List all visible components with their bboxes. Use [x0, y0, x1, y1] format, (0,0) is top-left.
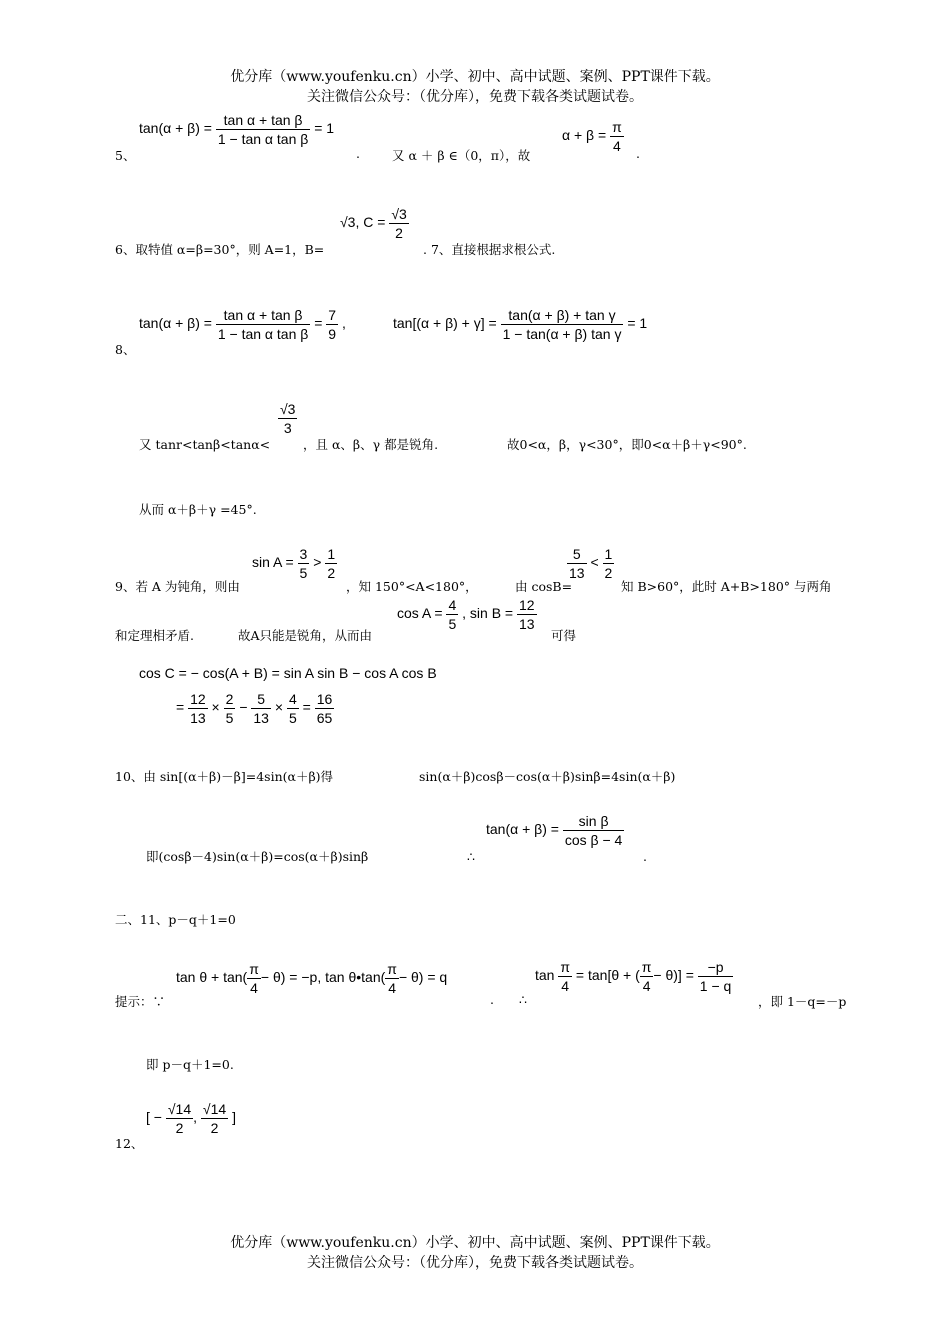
q9-f4-den: 2 — [604, 565, 613, 581]
q8-eq-1: = — [314, 315, 323, 332]
q5-dot: . — [356, 146, 360, 161]
header-line-1: 优分库（www.youfenku.cn）小学、初中、高中试题、案例、PPT课件下载。 — [230, 69, 720, 85]
q9-f6-den: 13 — [518, 616, 535, 632]
q9-g1-den: 13 — [190, 710, 206, 726]
q10-line2: 即(cosβ－4)sin(α＋β)=cos(α＋β)sinβ — [146, 849, 369, 864]
q11-line2: 即 p－q＋1=0. — [146, 1057, 234, 1072]
q9-sin-a: sin A = — [252, 554, 294, 571]
q6-text: 6、取特值 α=β=30°，则 A=1，B= — [115, 242, 325, 257]
q11-e2-num: π — [560, 959, 571, 975]
q8-number: 8、 — [115, 342, 136, 357]
q5-text: 又 α ＋ β ∈（0，π），故 — [392, 148, 531, 163]
q9-f6-num: 12 — [518, 597, 535, 613]
q10-fraction — [563, 812, 624, 849]
q6-b-value: √3, C = — [340, 214, 386, 231]
q11-e2-rden: 1 − q — [699, 978, 732, 994]
q11-e2-den-d: 4 — [640, 976, 654, 995]
q8-line2-b: ，且 α、β、γ 都是锐角. — [303, 437, 439, 452]
q9-f1-num: 3 — [299, 546, 308, 562]
q12-frac-1 — [166, 1100, 193, 1137]
q8-formula-1 — [139, 306, 346, 343]
q11-formula-2 — [535, 958, 733, 995]
q8-den-2: 1 − tan(α + β) tan γ — [502, 326, 622, 342]
q5-lhs: tan(α + β) = — [139, 120, 212, 137]
q11-e1-num: π — [249, 961, 259, 977]
q9-f5-den: 5 — [448, 616, 457, 632]
q9-mid2: 由 cosB= — [515, 579, 573, 594]
q11-result-fraction — [698, 958, 734, 995]
q11-hint: 提示：∵ — [115, 994, 166, 1009]
q9-f4-num: 1 — [604, 546, 613, 562]
q11-therefore: ∴ — [519, 992, 527, 1007]
q9-gt: > — [313, 554, 322, 571]
q8-num-2: tan(α + β) + tan γ — [508, 307, 616, 323]
q8-line2-fraction — [278, 400, 297, 437]
q9-f2-den: 2 — [327, 565, 336, 581]
q5-denominator: 1 − tan α tan β — [217, 131, 309, 147]
q11-e1a: tan θ + tan( — [176, 969, 248, 986]
q10-line1-b: sin(α＋β)cosβ－cos(α＋β)sinβ=4sin(α＋β) — [419, 769, 676, 784]
q8-num-1: tan α + tan β — [223, 307, 303, 323]
q12-right-bracket: ] — [232, 1109, 236, 1126]
q12-n1: √14 — [167, 1101, 192, 1117]
q9-eq-line1: cos C = − cos(A + B) = sin A sin B − cos A cos B — [139, 665, 437, 681]
q9-f2-num: 1 — [327, 546, 336, 562]
q6-c-fraction — [389, 205, 408, 242]
q9-mid1: ，知 150°<A<180°， — [346, 579, 478, 594]
q12-d1: 2 — [166, 1118, 193, 1137]
q9-frac-12-13 — [517, 596, 537, 633]
q9-line2-a: 和定理相矛盾. — [115, 628, 194, 643]
q5-end: . — [636, 146, 640, 161]
q9-sin-a-formula — [252, 545, 337, 582]
q9-frac-4-5 — [446, 596, 458, 633]
q12-number: 12、 — [115, 1136, 144, 1151]
q9-g4 — [287, 690, 299, 727]
q9-g3 — [251, 690, 271, 727]
q9-g3-den: 13 — [253, 710, 269, 726]
q8-line2-den: 3 — [278, 418, 297, 437]
q11-e1b: − θ) = −p, tan θ•tan( — [260, 969, 386, 986]
q11-e2-den: 4 — [558, 976, 572, 995]
q8-fraction-2 — [501, 306, 624, 343]
q9-g2 — [224, 690, 236, 727]
footer-line-2: 关注微信公众号：（优分库），免费下载各类试题试卷。 — [307, 1255, 643, 1271]
q9-f3-den: 13 — [569, 565, 585, 581]
q9-eq-sign: = — [176, 699, 185, 716]
q9-frac-3-5 — [298, 545, 310, 582]
q8-formula-2 — [393, 306, 647, 343]
header-line-2: 关注微信公众号：（优分库），免费下载各类试题试卷。 — [307, 89, 643, 105]
q12-d2: 2 — [201, 1118, 228, 1137]
q9-g2-den: 5 — [225, 710, 234, 726]
q11-tail: ，即 1－q=－p — [758, 994, 847, 1009]
q9-g5-num: 16 — [316, 691, 333, 707]
q5-result — [562, 118, 624, 155]
q8-value-den: 9 — [328, 326, 337, 342]
q6-tail: . 7、直接根据求根公式. — [423, 242, 556, 257]
q11-e2c: − θ)] = — [653, 967, 694, 984]
q9-cos-a: cos A = — [397, 605, 443, 622]
q12-interval — [146, 1100, 236, 1137]
q11-e1-den-b: 4 — [385, 978, 399, 997]
q8-value-num: 7 — [328, 307, 337, 323]
q11-pi-over-4-c — [558, 958, 572, 995]
q9-frac-1-2-b — [603, 545, 615, 582]
q8-rhs-2: = 1 — [627, 315, 648, 332]
q9-f5-num: 4 — [448, 597, 457, 613]
q9-g1-num: 12 — [190, 691, 206, 707]
q11-e2-num-d: π — [641, 959, 652, 975]
q6-c-num: √3 — [391, 206, 407, 222]
q5-numerator: tan α + tan β — [223, 112, 303, 128]
q9-g4-num: 4 — [288, 691, 297, 707]
q9-intro: 9、若 A 为钝角，则由 — [115, 579, 240, 594]
q8-line3: 从而 α＋β＋γ =45°. — [139, 502, 257, 517]
q12-frac-2 — [201, 1100, 228, 1137]
q11-e2a: tan — [535, 967, 555, 984]
q10-end: . — [643, 849, 647, 864]
q9-times-2: × — [274, 699, 284, 716]
q9-minus: − — [239, 699, 248, 716]
q8-value-fraction — [326, 306, 338, 343]
q5-fraction — [216, 111, 310, 148]
q11-pi-over-4-b — [385, 960, 399, 997]
q12-n2: √14 — [202, 1101, 227, 1117]
q9-g3-num: 5 — [257, 691, 266, 707]
q9-cos-a-formula — [397, 596, 537, 633]
q11-e1c: − θ) = q — [398, 969, 448, 986]
q9-times-1: × — [211, 699, 220, 716]
q5-result-fraction — [610, 118, 624, 155]
q8-den-1: 1 − tan α tan β — [217, 326, 309, 342]
q8-line2-num: √3 — [280, 401, 296, 417]
q6-c-den: 2 — [389, 223, 408, 242]
q9-g5 — [315, 690, 335, 727]
q11-e2-rnum: −p — [707, 959, 724, 975]
q11-e1-den: 4 — [247, 978, 261, 997]
q9-g1 — [188, 690, 208, 727]
q11-title: 二、11、p－q＋1=0 — [115, 912, 236, 927]
q9-f3-num: 5 — [572, 546, 581, 562]
q11-formula-1 — [176, 960, 447, 997]
q8-line2-c: 故0<α，β，γ<30°，即0<α＋β＋γ<90°. — [507, 437, 747, 452]
q5-rhs: = 1 — [314, 120, 335, 137]
q12-left-bracket: [ − — [146, 1109, 162, 1126]
q9-frac-5-13 — [567, 545, 587, 582]
q9-g2-num: 2 — [225, 691, 234, 707]
q8-lhs-1: tan(α + β) = — [139, 315, 212, 332]
q6-formula — [340, 205, 409, 242]
q10-den: cos β − 4 — [564, 832, 623, 848]
q11-pi-over-4-a — [247, 960, 261, 997]
q11-pi-over-4-d — [640, 958, 654, 995]
q10-therefore: ∴ — [467, 849, 475, 864]
q9-f1-den: 5 — [299, 565, 308, 581]
q9-mid3: 知 B>60°，此时 A+B>180° 与两角 — [621, 579, 832, 594]
q9-frac-1-2 — [325, 545, 337, 582]
footer-line-1: 优分库（www.youfenku.cn）小学、初中、高中试题、案例、PPT课件下载。 — [230, 1235, 720, 1251]
q5-result-den: 4 — [610, 136, 624, 155]
q5-result-num: π — [612, 119, 622, 135]
q12-comma: , — [193, 1109, 198, 1126]
q8-line2-a: 又 tanr<tanβ<tanα< — [139, 437, 271, 452]
q8-fraction-1 — [216, 306, 310, 343]
q9-sin-b: , sin B = — [462, 605, 514, 622]
q11-dot: . — [490, 992, 494, 1007]
q9-cos-b-formula — [567, 545, 614, 582]
q5-formula — [139, 111, 334, 148]
q5-number: 5、 — [115, 148, 136, 163]
q9-g4-den: 5 — [288, 710, 297, 726]
q5-result-lhs: α + β = — [562, 127, 607, 144]
q10-lhs: tan(α + β) = — [486, 821, 559, 838]
q11-e2b: = tan[θ + ( — [575, 967, 640, 984]
q9-line2-c: 可得 — [551, 628, 577, 643]
q10-formula — [486, 812, 624, 849]
q10-num: sin β — [578, 813, 609, 829]
q8-sqrt3-over-3 — [278, 400, 297, 437]
q11-e1-num-b: π — [387, 961, 397, 977]
q9-lt: < — [590, 554, 599, 571]
q8-comma: , — [341, 315, 346, 332]
q8-lhs-2: tan[(α + β) + γ] = — [393, 315, 497, 332]
q9-line2-b: 故A只能是锐角，从而由 — [238, 628, 373, 643]
q9-eq-line2 — [176, 690, 334, 727]
q9-g5-den: 65 — [316, 710, 333, 726]
q10-line1-a: 10、由 sin[(α＋β)－β]=4sin(α＋β)得 — [115, 769, 334, 784]
q9-eq-2: = — [302, 699, 311, 716]
